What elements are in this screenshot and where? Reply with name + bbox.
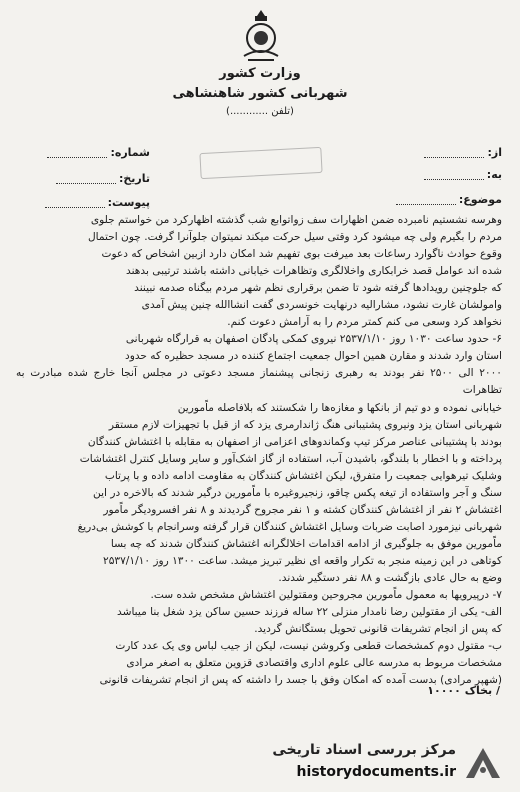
date-field [56,172,150,185]
body-line: ماًمورین موفق به جلوگیری از ادامه اقدامات اخلالگرانه اغتشاش کنندگان شدند که چه بسا [110,537,502,550]
body-line: استان وارد شدند و مقارن همین احوال جمعیت اجتماع کننده در مسجد حظیره که حدود [124,350,502,363]
body-line: ۶- حدود ساعت ۱۰۳۰ روز ۲۵۳۷/۱/۱۰ نیروی کمکی پادگان اصفهان به قرارگاه شهربانی [125,333,502,346]
faded-stamp [199,147,322,179]
body-line: کوتاهی در این زمینه منجر به تکرار واقعه ای نظیر تبریز میشد. ساعت ۱۳۰۰ روز ۲۵۳۷/۱/۱۰ [103,554,502,567]
ministry-title: وزارت کشور [219,66,301,81]
archive-watermark [250,740,510,788]
body-line: شده اند عوامل قصد خرابکاری واخلالگری وتظاهرات خیابانی داشته باشند ترتیبی بدهند [126,265,502,278]
to-field [424,168,502,181]
letter-body [16,212,502,689]
date-label: تاریخ: [118,172,150,185]
body-line: شهربانی استان یزد ونیروی پشتیبانی هنگ ژاندارمری یزد که از قبل با تجهیزات لازم مستقر [108,418,502,431]
municipality-title: شهربانی کشور شاهنشاهی [172,86,348,101]
subject-label: موضوع: [458,193,502,206]
body-line: ب- مقتول دوم کمشخصات قطعی وکروشن نیست، لیکن از جیب لباس وی یک عدد کارت [115,640,502,653]
to-label: به: [486,168,502,181]
body-line: سنگ و آجر واستفاده از تیغه پکس چاقو، زنجیروغیره با ماًمورین درگیر شدند که بالاخره در این [93,486,502,499]
archive-name: مرکز بررسی اسناد تاریخی [272,742,456,758]
from-field [424,146,502,159]
body-line: ۲۰۰۰ الی ۲۵۰۰ نفر بودند به رهبری زنجانی پیشنماز مسجد دعوتی در مجلس آنجا خارج شده مبادرت به تظاهرات [16,367,502,397]
body-line: ۷- درپیرویها به معمول ماًمورین مجروحین ومقتولین اغتشاش مشخص شده ست. [150,589,502,602]
body-line: (شهپر مرادی) بدست آمده که امکان وفق با جسد را داشته که پس از انجام تشریفات قانونی [99,674,502,687]
phone-line: (تلفن ............) [226,106,294,117]
number-label: شماره: [110,146,150,159]
body-line: مردم را بگیرم ولی چه میشود کرد وقتی سیل حرکت میکند نمیتوان جلوآنرا گرفت. چون احتمال [87,231,502,244]
body-line: شهربانی نیزمورد اصابت ضربات وسایل اغتشاش کنندگان قرار گرفته وسرانجام با کوشش بی‌دریغ [77,520,502,533]
body-line: خیابانی نموده و دو تیم از بانکها و مغازه‌ها را شکستند که بلافاصله ماًمورین [177,401,502,414]
body-line: وضع به حال عادی بازگشت و ۸۸ نفر دستگیر شدند. [278,571,502,584]
body-line: الف- یکی از مقتولین رضا نامدار منزلی ۲۲ ساله فرزند حسین ساکن یزد شغل بنا میباشد [117,606,502,619]
body-line: وهرسه نشستیم نامبرده ضمن اظهارات سف زواتوابع شب گذشته اظهارکرد من خواستم جلوی [90,214,502,226]
body-line: وقوع حوادث ناگوارد رساعات بعد میرفت بوی تفهیم شد امکان دارد ازبین اشخاص که دعوت [101,248,502,261]
archive-url: historydocuments.ir [296,764,456,780]
footer-note: / بخاک ۱۰۰۰۰ [427,684,500,697]
subject-field [396,193,502,206]
number-field [47,146,150,159]
body-line: که پس از انجام تشریفات قانونی تحویل بستگانش گردید. [254,623,502,636]
lion-and-sun-emblem-icon [238,8,284,64]
body-line: وامولشان غارت نشود، مشارالیه درنهایت خونسردی گفت انشاالله چنین پیش آمدی [141,299,502,312]
body-line: پرداخته و با اخطار با بلندگو، باشیدن آب، استفاده از گاز اشک‌آور و سایر وسایل کنترل اغتشاشات [79,452,502,465]
from-label: از: [487,146,502,159]
attachment-label: پیوست: [107,196,150,209]
body-line: که جلوچنین رویدادها گرفته شود تا ضمن برقراری نظم شهر مردم بیگناه صدمه نبینند [134,282,502,295]
attachment-field [45,196,150,209]
body-line: وشلیک تیرهوایی جمعیت را متفرق، لیکن اغتشاش کنندگان به مقاومت ادامه داده و با پرتاب [104,469,502,482]
body-line: بودند با پشتیبانی عناصر مرکز تیپ وکماندوهای اعزامی از اصفهان به مقابله با اغتشاش کنندگان [87,435,502,448]
body-line: نخواهد کرد وسعی می کنم کمتر مردم را به آرامش دعوت کنم. [227,316,502,329]
body-line: مشخصات مربوط به مدرسه عالی علوم اداری واقتصادی قزوین متعلق به اصغر مرادی [126,657,502,670]
body-line: اغتشاش ۲ نفر از اغتشاش کنندگان کشته و ۱ نفر مجروح گردیدند و ۸ نفر افسرودیگر ماًمور [103,503,502,516]
archive-logo-icon [462,744,504,782]
